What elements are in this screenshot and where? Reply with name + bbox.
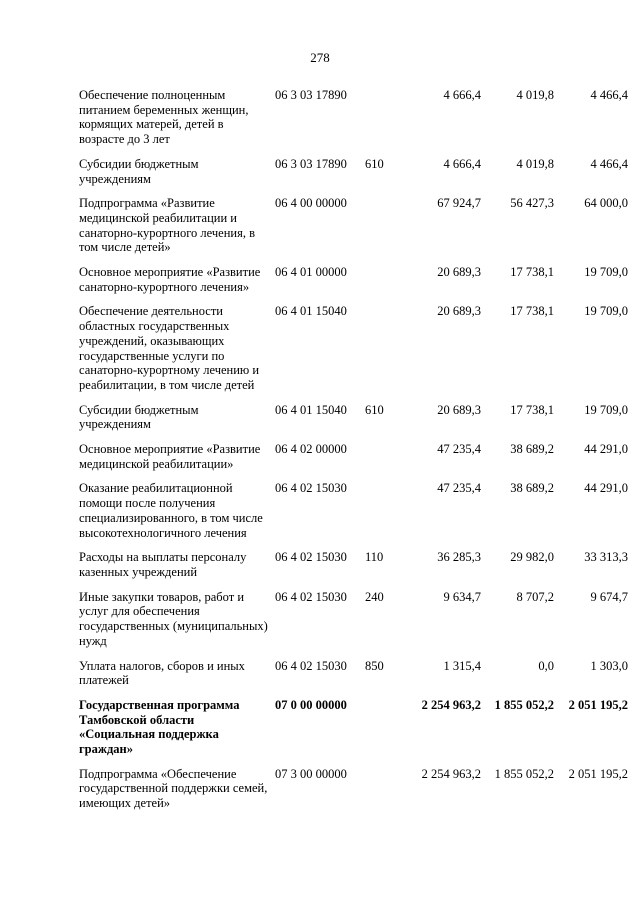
row-amount-year2: 8 707,2 [516, 589, 554, 604]
row-expense-type [365, 442, 403, 481]
row-code: 06 4 00 00000 [275, 196, 347, 211]
row-amount-year1: 2 254 963,2 [421, 697, 481, 712]
row-amount-year1: 47 235,4 [437, 442, 481, 457]
row-expense-type [365, 265, 403, 304]
row-name: Подпрограмма «Обеспечение государственной поддержки семей, имеющих детей» [79, 766, 268, 811]
row-amount-year1: 20 689,3 [437, 402, 481, 417]
row-name: Субсидии бюджетным учреждениям [79, 402, 199, 432]
row-expense-type: 610 [365, 402, 384, 417]
row-name: Оказание реабилитационной помощи после получения специализированного, в том числе высокотехнологичного лечения [79, 481, 263, 540]
row-amount-year1: 20 689,3 [437, 304, 481, 319]
page-number: 278 [310, 50, 330, 65]
row-code: 06 4 01 15040 [275, 304, 347, 319]
table-row [79, 196, 628, 265]
row-name: Уплата налогов, сборов и иных платежей [79, 658, 245, 688]
budget-table [79, 88, 628, 821]
row-amount-year3: 2 051 195,2 [568, 697, 628, 712]
row-code: 06 3 03 17890 [275, 156, 347, 171]
row-amount-year1: 2 254 963,2 [421, 766, 481, 781]
row-amount-year1: 67 924,7 [437, 196, 481, 211]
row-name: Расходы на выплаты персоналу казенных учреждений [79, 550, 247, 579]
table-row [79, 659, 628, 698]
row-amount-year1: 1 315,4 [443, 658, 481, 673]
row-amount-year3: 44 291,0 [584, 481, 628, 496]
row-amount-year1: 47 235,4 [437, 481, 481, 496]
row-amount-year3: 4 466,4 [590, 156, 628, 171]
row-code: 06 4 02 15030 [275, 589, 347, 604]
table-row [79, 265, 628, 304]
table-row [79, 403, 628, 442]
table-row [79, 550, 628, 589]
row-expense-type [365, 481, 403, 550]
row-expense-type: 610 [365, 156, 384, 171]
row-amount-year3: 9 674,7 [590, 589, 628, 604]
row-amount-year1: 9 634,7 [443, 589, 481, 604]
table-body [79, 88, 628, 821]
row-amount-year2: 4 019,8 [516, 156, 554, 171]
row-code: 06 4 02 15030 [275, 550, 347, 565]
row-amount-year2: 56 427,3 [510, 196, 554, 211]
row-expense-type [365, 88, 403, 157]
row-name: Основное мероприятие «Развитие санаторно-курортного лечения» [79, 265, 261, 294]
row-amount-year1: 36 285,3 [437, 550, 481, 565]
row-name: Субсидии бюджетным учреждениям [79, 156, 199, 186]
table-row [79, 698, 628, 767]
row-name: Обеспечение полноценным питанием беременных женщин, кормящих матерей, детей в возрасте до 3 лет [79, 88, 249, 147]
row-amount-year2: 17 738,1 [510, 402, 554, 417]
row-amount-year3: 4 466,4 [590, 88, 628, 102]
table-row [79, 481, 628, 550]
row-amount-year2: 17 738,1 [510, 265, 554, 280]
row-amount-year3: 44 291,0 [584, 442, 628, 457]
row-amount-year3: 19 709,0 [584, 304, 628, 319]
row-name: Основное мероприятие «Развитие медицинской реабилитации» [79, 442, 261, 471]
row-name: Государственная программа Тамбовской области «Социальная поддержка граждан» [79, 697, 240, 757]
row-amount-year3: 19 709,0 [584, 402, 628, 417]
table-row [79, 767, 628, 821]
table-row [79, 88, 628, 157]
row-name: Иные закупки товаров, работ и услуг для обеспечения государственных (муниципальных) нужд [79, 589, 268, 648]
table-row [79, 590, 628, 659]
row-amount-year3: 1 303,0 [590, 658, 628, 673]
row-name: Обеспечение деятельности областных государственных учреждений, оказывающих государственные услуги по санаторно-курортному лечению и реабилитации, в том числе детей [79, 304, 260, 392]
row-code: 07 3 00 00000 [275, 766, 347, 781]
row-expense-type [365, 304, 403, 402]
row-amount-year2: 1 855 052,2 [494, 766, 554, 781]
row-amount-year2: 0,0 [538, 658, 554, 673]
row-amount-year2: 4 019,8 [516, 88, 554, 102]
row-amount-year3: 33 313,3 [584, 550, 628, 565]
row-expense-type [365, 196, 403, 265]
row-code: 06 4 01 15040 [275, 402, 347, 417]
row-expense-type: 110 [365, 550, 384, 565]
row-amount-year1: 20 689,3 [437, 265, 481, 280]
row-amount-year2: 29 982,0 [510, 550, 554, 565]
row-amount-year2: 1 855 052,2 [494, 697, 554, 712]
row-amount-year3: 64 000,0 [584, 196, 628, 211]
row-code: 06 4 02 15030 [275, 481, 347, 496]
row-amount-year3: 2 051 195,2 [568, 766, 628, 781]
row-amount-year2: 38 689,2 [510, 481, 554, 496]
row-code: 06 3 03 17890 [275, 88, 347, 102]
table-row [79, 304, 628, 402]
row-amount-year2: 17 738,1 [510, 304, 554, 319]
row-code: 06 4 02 15030 [275, 658, 347, 673]
row-code: 07 0 00 00000 [275, 697, 347, 712]
row-amount-year1: 4 666,4 [443, 156, 481, 171]
table-row [79, 442, 628, 481]
row-code: 06 4 02 00000 [275, 442, 347, 457]
row-expense-type [365, 767, 403, 821]
table-row [79, 157, 628, 196]
row-amount-year1: 4 666,4 [443, 88, 481, 102]
row-name: Подпрограмма «Развитие медицинской реабилитации и санаторно-курортного лечения, в том числе детей» [79, 196, 255, 255]
row-expense-type: 240 [365, 589, 384, 604]
row-expense-type: 850 [365, 658, 384, 673]
row-amount-year2: 38 689,2 [510, 442, 554, 457]
row-code: 06 4 01 00000 [275, 265, 347, 280]
row-expense-type [365, 698, 403, 767]
row-amount-year3: 19 709,0 [584, 265, 628, 280]
